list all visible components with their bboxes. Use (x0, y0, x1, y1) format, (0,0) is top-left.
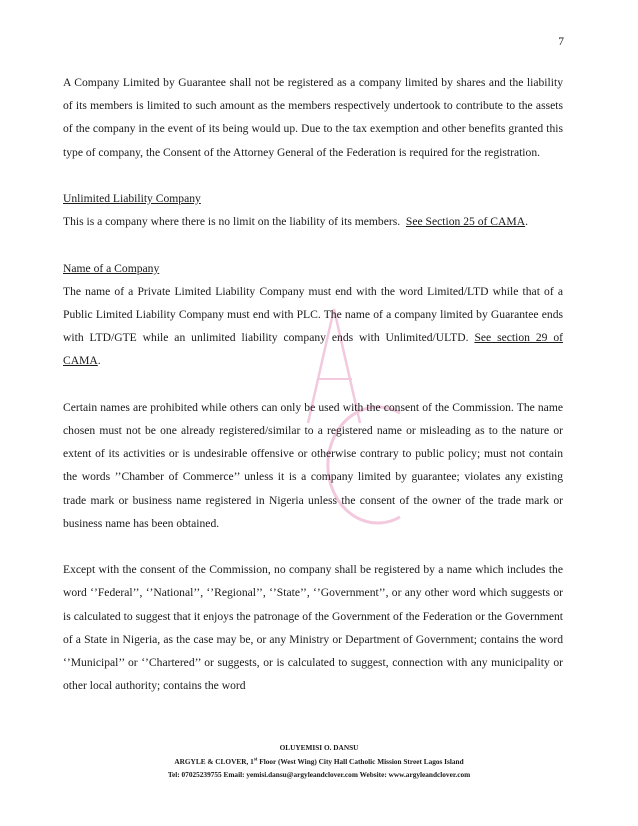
heading-name-of-company: Name of a Company (63, 261, 160, 275)
paragraph-prohibited-names: Certain names are prohibited while others can only be used with the consent of the Commission. The name chosen must not be one already registered/similar to a registered name or misleading as to the nature or extent of its activities or is undesirable offensive or otherwise contrary to public policy; must not contain the words ’’Chamber of Commerce’’ unless it is a company limited by guarantee; violates any existing trade mark or business name registered in Nigeria unless the consent of the owner of the trade mark or business name has been obtained. (63, 400, 563, 530)
paragraph-company-name: The name of a Private Limited Liability Company must end with the word Limited/LTD while that of a Public Limited Liability Company must end with PLC. The name of a company limited by Guarantee ends with LTD/GTE while an unlimited liability company ends with Unlimited/ULTD. See section 29 of CAMA. (63, 284, 563, 368)
paragraph-unlimited: This is a company where there is no limit on the liability of its members. See Section 25 of CAMA. (63, 215, 528, 229)
paragraph-unlimited-text: This is a company where there is no limit on the liability of its members. (63, 215, 401, 229)
footer-address-start: ARGYLE & CLOVER, 1 (174, 756, 254, 766)
footer-contact: Tel: 07025239755 Email: yemisi.dansu@argyleandclover.com Website: www.argyleandclover.com (167, 770, 471, 779)
footer-address-sup: st (253, 757, 258, 763)
paragraph-company-name-text: The name of a Private Limited Liability Company must end with the word Limited/LTD while that of a Public Limited Liability Company must end with PLC. The name of a company limited by Guarantee ends with LTD/GTE while an unlimited liability company ends with Unlimited/ULTD. (63, 284, 563, 345)
paragraph-guarantee: A Company Limited by Guarantee shall not be registered as a company limited by shares and the liability of its members is limited to such amount as the members respectively undertook to contribute to the assets of the company in the event of its being would up. Due to the tax exemption and other benefits granted this type of company, the Consent of the Attorney General of the Federation is required for the registration. (63, 76, 563, 159)
document-body (63, 71, 563, 697)
footer-address-end: Floor (West Wing) City Hall Catholic Mission Street Lagos Island (257, 756, 464, 766)
page-footer (0, 741, 638, 782)
paragraph-consent-names: Except with the consent of the Commission, no company shall be registered by a name which includes the word ‘’Federal’’, ‘’National’’, ‘’Regional’’, ‘’State’’, ‘’Government’’, or any other word which suggests or is calculated to suggest that it enjoys the patronage of the Government of the Federation or the Government of a State in Nigeria, as the case may be, or any Ministry or Department of Government; contains the word ‘’Municipal’’ or ‘’Chartered’’ or suggests, or is calculated to suggest, connection with any municipality or other local authority; contains the word (63, 563, 563, 693)
page-number: 7 (558, 36, 564, 48)
heading-unlimited-liability: Unlimited Liability Company (63, 192, 201, 205)
footer-address (0, 755, 638, 769)
reference-section-29: See section 29 of CAMA (63, 331, 563, 368)
reference-section-25: See Section 25 of CAMA (405, 215, 526, 229)
footer-name: OLUYEMISI O. DANSU (279, 743, 359, 752)
